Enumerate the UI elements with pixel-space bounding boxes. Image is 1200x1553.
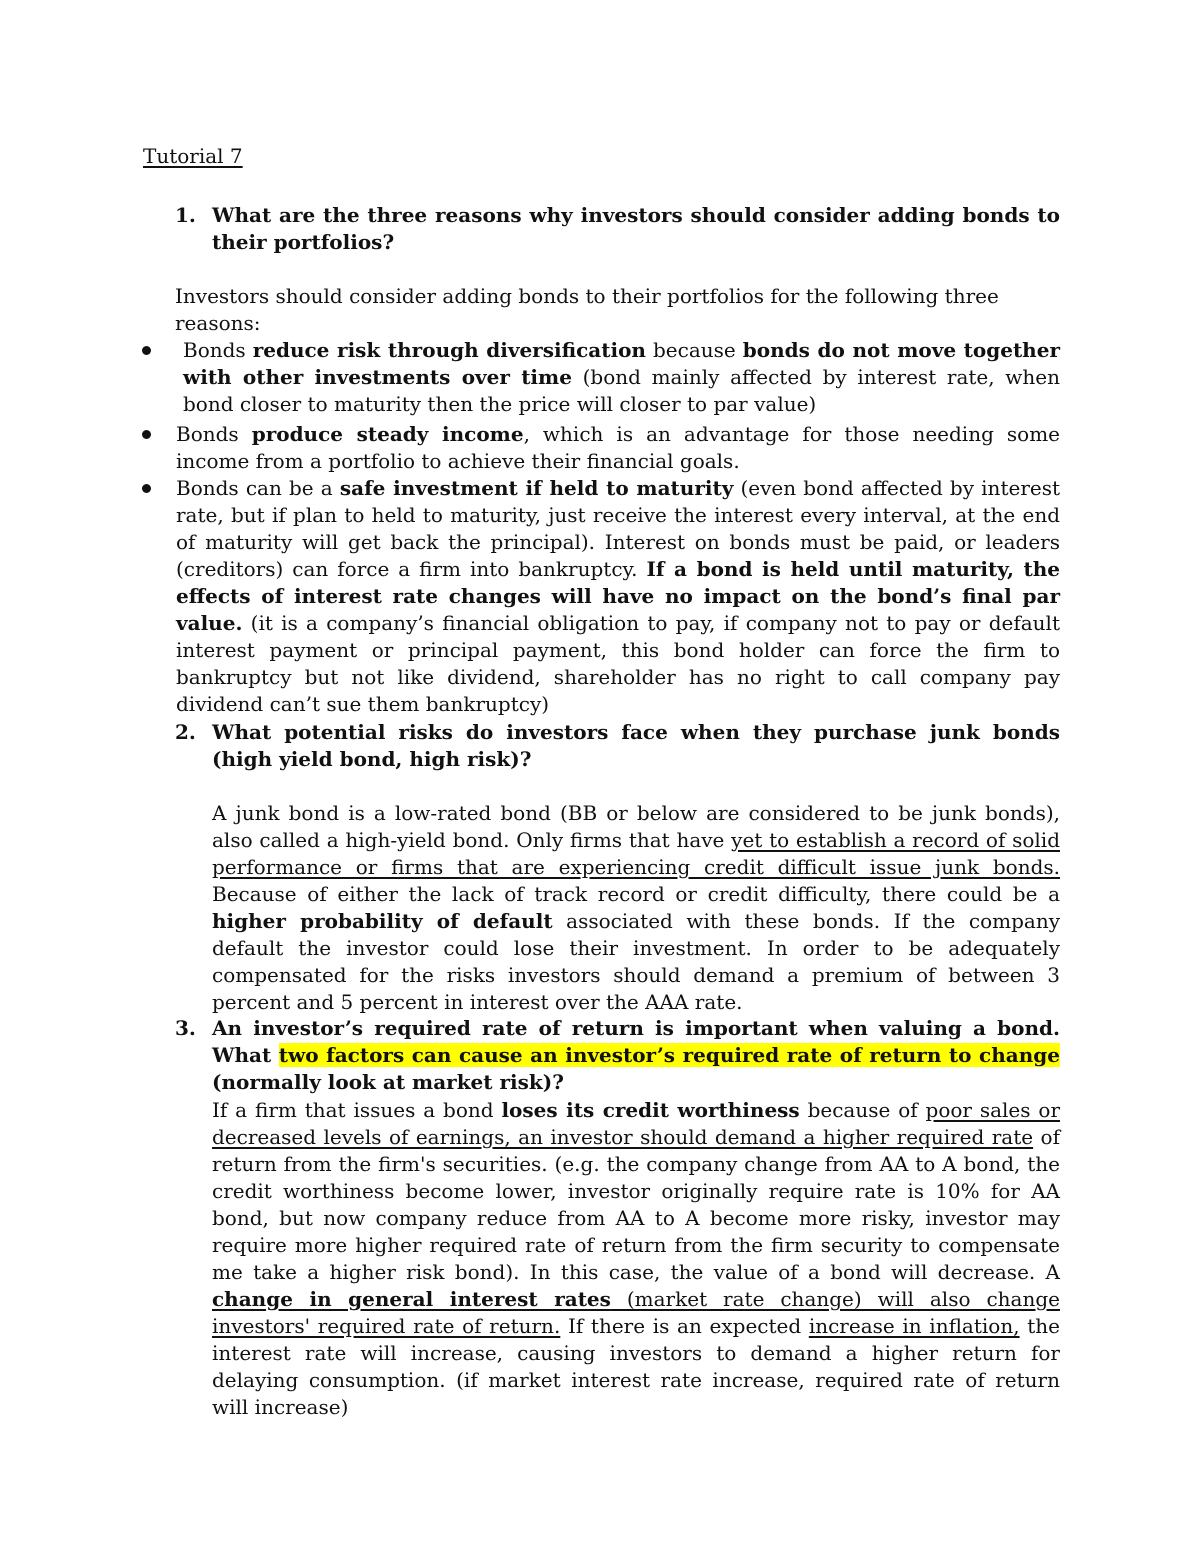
answer-underlined: yet to establish a record of solid performance or firms that are experiencing credit difficult issue junk bonds. <box>212 828 1061 879</box>
question-text <box>212 1015 1060 1096</box>
answer-emphasis: safe investment if held to maturity <box>339 476 734 500</box>
answer-text: because <box>645 338 743 362</box>
question-number: 2. <box>175 720 196 744</box>
question-text: What are the three reasons why investors should consider adding bonds to their portfolios? <box>212 203 1060 254</box>
answer-emphasis: produce steady income <box>251 422 524 446</box>
reasons-list <box>140 337 1060 718</box>
answer-emphasis: If a bond is held until maturity, the effects of interest rate changes will have no impact on the bond’s final par value. <box>176 557 1060 635</box>
answer-emphasis: bonds do not move together with other investments over time <box>183 338 1060 389</box>
page-title: Tutorial 7 <box>143 144 243 168</box>
list-item <box>140 421 1060 475</box>
question-highlight: two factors can cause an investor’s required rate of return to change <box>278 1043 1060 1067</box>
answer-text: Bonds <box>176 422 252 446</box>
question-number: 1. <box>175 203 196 227</box>
answer-text: If there is an expected <box>560 1314 809 1338</box>
answer-intro: Investors should consider adding bonds to their portfolios for the following three reasons: <box>175 284 999 335</box>
list-item <box>140 475 1060 718</box>
answer-emphasis-underlined: change in general interest rates <box>212 1287 611 1311</box>
list-item <box>140 337 1060 418</box>
question-1 <box>175 202 1060 256</box>
question-text: What potential risks do investors face when they purchase junk bonds (high yield bond, high risk)? <box>212 720 1060 771</box>
answer-text: If a firm that issues a bond <box>212 1098 502 1122</box>
question-text-part: (normally look at market risk)? <box>212 1070 564 1094</box>
answer-text: of return from the firm's securities. (e.g. the company change from AA to A bond, the credit worthiness become lower, investor originally require rate is 10% for AA bond, but now company reduce from AA to A become more risky, investor may require more higher required rate of return from the firm security to compensate me take a higher risk bond). In this case, the value of a bond will decrease. A <box>212 1125 1060 1284</box>
answer-underlined: increase in inflation, <box>808 1314 1020 1338</box>
answer-text: (even bond affected by interest rate, but if plan to held to maturity, just receive the interest every interval, at the end of maturity will get back the principal). Interest on bonds must be paid, or leaders (creditors) can force a firm into bankruptcy. <box>176 476 1061 581</box>
question-3 <box>175 1015 1060 1096</box>
question-2 <box>175 719 1060 773</box>
bullet-icon <box>142 346 151 355</box>
question-text-part: An investor’s required rate of return is important when valuing a bond. What <box>212 1016 1060 1067</box>
answer-text: (bond mainly affected by interest rate, when bond closer to maturity then the price will closer to par value) <box>183 365 1060 416</box>
answer-text: , which is an advantage for those needing some income from a portfolio to achieve their financial goals. <box>176 422 1060 473</box>
answer-emphasis: loses its credit worthiness <box>501 1098 800 1122</box>
bullet-icon <box>142 430 151 439</box>
answer-paragraph <box>212 800 1060 1016</box>
answer-text: the interest rate will increase, causing investors to demand a higher return for delaying consumption. (if market interest rate increase, required rate of return will increase) <box>212 1314 1060 1419</box>
answer-text: Because of either the lack of track record or credit difficulty, there could be a <box>212 882 1060 906</box>
answer-text: Bonds <box>183 338 253 362</box>
bullet-icon <box>142 484 151 493</box>
question-number: 3. <box>175 1016 196 1040</box>
answer-text: because of <box>799 1098 926 1122</box>
answer-text: associated with these bonds. If the company default the investor could lose their investment. In order to be adequately compensated for the risks investors should demand a premium of between 3 percent and 5 percent in interest over the AAA rate. <box>212 909 1060 1014</box>
answer-text: Bonds can be a <box>176 476 340 500</box>
answer-emphasis: higher probability of default <box>212 909 553 933</box>
answer-paragraph <box>212 1097 1060 1421</box>
answer-text: (it is a company’s financial obligation to pay, if company not to pay or default interest payment or principal payment, this bond holder can force the firm to bankruptcy but not like dividend, shareholder has no right to call company pay dividend can’t sue them bankruptcy) <box>176 611 1060 716</box>
answer-underlined: (market rate change) will also change investors' required rate of return. <box>212 1287 1060 1338</box>
answer-underlined: poor sales or decreased levels of earnings, an investor should demand a higher required rate <box>212 1098 1061 1149</box>
answer-emphasis: reduce risk through diversification <box>252 338 646 362</box>
answer-text: A junk bond is a low-rated bond (BB or below are considered to be junk bonds), also called a high-yield bond. Only firms that have <box>212 801 1060 852</box>
